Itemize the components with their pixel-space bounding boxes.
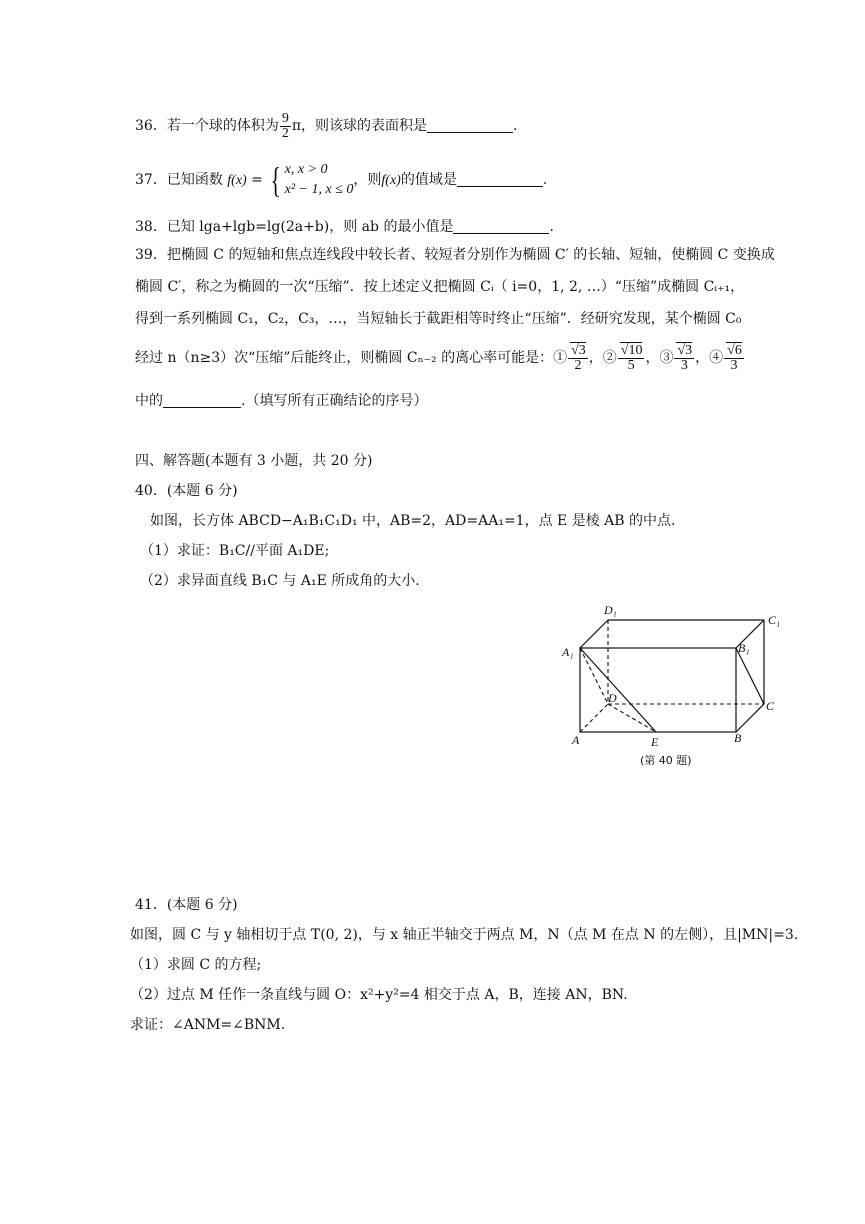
label-E: E [651, 735, 659, 749]
label-B: B [734, 731, 742, 745]
label-A: A [572, 733, 580, 747]
answer-blank[interactable] [163, 393, 241, 408]
question-37: 37．已知函数 f(x) = { x, x > 0 x² − 1, x ≤ 0 ，则f(x)的值域是 . [135, 160, 548, 200]
answer-blank[interactable] [427, 118, 513, 133]
question-39-line-4: 经过 n（n≥3）次“压缩”后能终止，则椭圆 Cₙ₋₂ 的离心率可能是：① $\frac{√3}{2}$ ，② $\frac{√10}{5}$ ，③ $\frac{√3}{3}$ ，④ $\frac{√6}{3}$ [135, 342, 742, 373]
question-41-stem: 如图，圆 C 与 y 轴相切于点 T(0, 2)，与 x 轴正半轴交于两点 M，N（点 M 在点 N 的左侧），且|MN|=3. [130, 927, 799, 943]
label-D: D [608, 691, 617, 705]
question-36: 36．若一个球的体积为 $\frac{9}{2}$ π，则该球的表面积是 . [135, 110, 518, 141]
answer-blank[interactable] [457, 172, 543, 187]
option-2-fraction: $\frac{√10}{5}$ [618, 344, 645, 373]
section-heading: 四、解答题(本题有 3 小题，共 20 分) [135, 453, 373, 469]
question-41-part-2: （2）过点 M 任作一条直线与圆 O：x²+y²=4 相交于点 A，B，连接 AN，BN. [130, 987, 628, 1003]
label-B1: B₁ [738, 641, 750, 655]
question-number: 39． [135, 247, 167, 263]
label-A1: A₁ [562, 645, 574, 659]
question-41-part-1: （1）求圆 C 的方程; [130, 957, 262, 973]
question-39-line-1: 39．把椭圆 C 的短轴和焦点连线段中较长者、较短者分别作为椭圆 C′ 的长轴、短轴，使椭圆 C 变换成 [135, 247, 775, 263]
piecewise-cases: x, x > 0 x² − 1, x ≤ 0 [284, 162, 354, 197]
question-41-heading: 41．(本题 6 分) [135, 897, 238, 913]
answer-blank[interactable] [453, 219, 549, 234]
question-38: 38．已知 lga+lgb=lg(2a+b)，则 ab 的最小值是 . [135, 219, 554, 235]
question-39-line-3: 得到一系列椭圆 C₁，C₂，C₃，…，当短轴长于截距相等时终止“压缩”．经研究发现，某个椭圆 C₀ [135, 311, 742, 327]
figure-caption: (第 40 题) [640, 754, 692, 767]
option-1-fraction: $\frac{√3}{2}$ [568, 344, 588, 373]
label-D1: D₁ [604, 603, 617, 617]
question-number: 36． [135, 118, 167, 134]
question-number: 37． [135, 172, 167, 188]
fraction: $\frac{9}{2}$ [281, 110, 289, 141]
question-40-part-2: （2）求异面直线 B₁C 与 A₁E 所成角的大小. [140, 573, 420, 589]
question-39-line-5: 中的 .（填写所有正确结论的序号） [135, 393, 428, 409]
question-number: 38． [135, 219, 167, 235]
label-C: C [766, 699, 775, 713]
option-4-fraction: $\frac{√6}{3}$ [724, 344, 744, 373]
question-41-part-3: 求证：∠ANM=∠BNM. [130, 1017, 286, 1033]
question-39-line-2: 椭圆 C′，称之为椭圆的一次“压缩”．按上述定义把椭圆 Cᵢ（ i=0，1, 2, …）“压缩”成椭圆 Cᵢ₊₁， [135, 279, 745, 295]
brace: { [270, 160, 282, 200]
question-40-heading: 40．(本题 6 分) [135, 483, 238, 499]
option-3-fraction: $\frac{√3}{3}$ [674, 344, 694, 373]
question-40-stem: 如图，长方体 ABCD−A₁B₁C₁D₁ 中，AB=2，AD=AA₁=1，点 E 是棱 AB 的中点. [150, 513, 676, 529]
cuboid-figure [556, 598, 796, 773]
question-40-part-1: （1）求证：B₁C//平面 A₁DE; [140, 543, 330, 559]
label-C1: C₁ [768, 613, 781, 627]
